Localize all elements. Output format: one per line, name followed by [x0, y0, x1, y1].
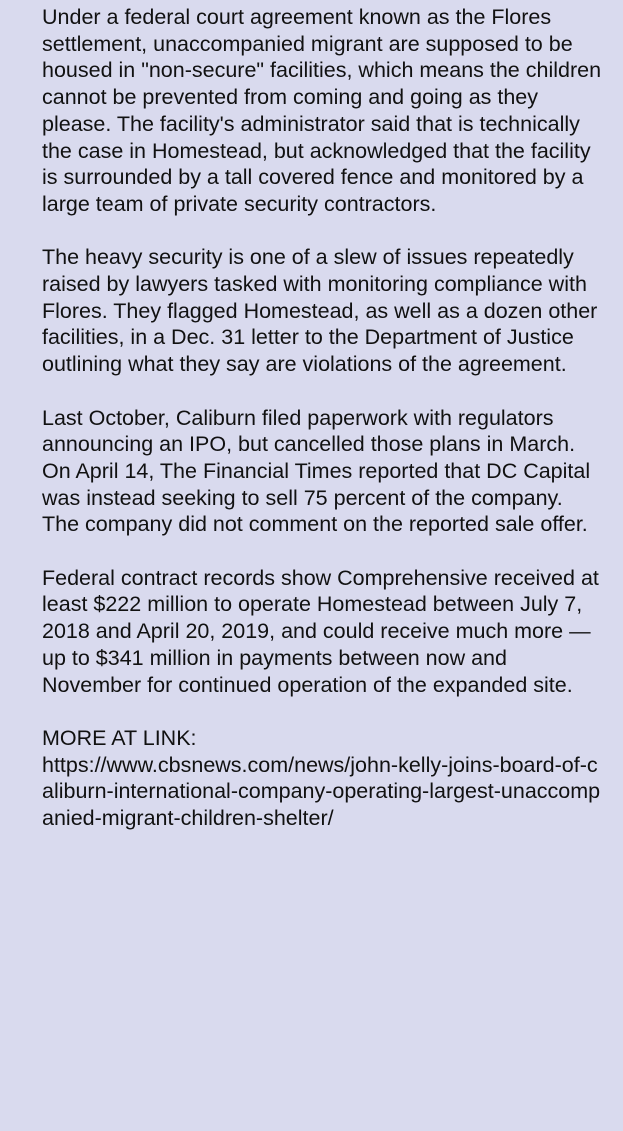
paragraph-caliburn-ipo: Last October, Caliburn filed paperwork with regulators announcing an IPO, but cancelled those plans in March. On April 14, The Financial Times reported that DC Capital was instead seeking to sell 75 percent of the company. The company did not comment on the reported sale offer.: [42, 405, 591, 537]
more-at-link-section: [42, 725, 603, 832]
paragraph-flores-settlement: Under a federal court agreement known as the Flores settlement, unaccompanied migrant are supposed to be housed in "non-secure" facilities, which means the children cannot be prevented from coming and going as they please. The facility's administrator said that is technically the case in Homestead, but acknowledged that the facility is surrounded by a tall covered fence and monitored by a large team of private security contractors.: [42, 5, 602, 216]
source-url: https://www.cbsnews.com/news/john-kelly-joins-board-of-caliburn-international-company-operating-largest-unaccompanied-migrant-children-shelter/: [42, 752, 601, 831]
more-at-link-label: MORE AT LINK:: [42, 725, 197, 750]
paragraph-heavy-security: The heavy security is one of a slew of issues repeatedly raised by lawyers tasked with monitoring compliance with Flores. They flagged Homestead, as well as a dozen other facilities, in a Dec. 31 letter to the Department of Justice outlining what they say are violations of the agreement.: [42, 245, 598, 377]
paragraph-contract-records: Federal contract records show Comprehensive received at least $222 million to operate Homestead between July 7, 2018 and April 20, 2019, and could receive much more — up to $341 million in payments between now and November for continued operation of the expanded site.: [42, 565, 599, 697]
